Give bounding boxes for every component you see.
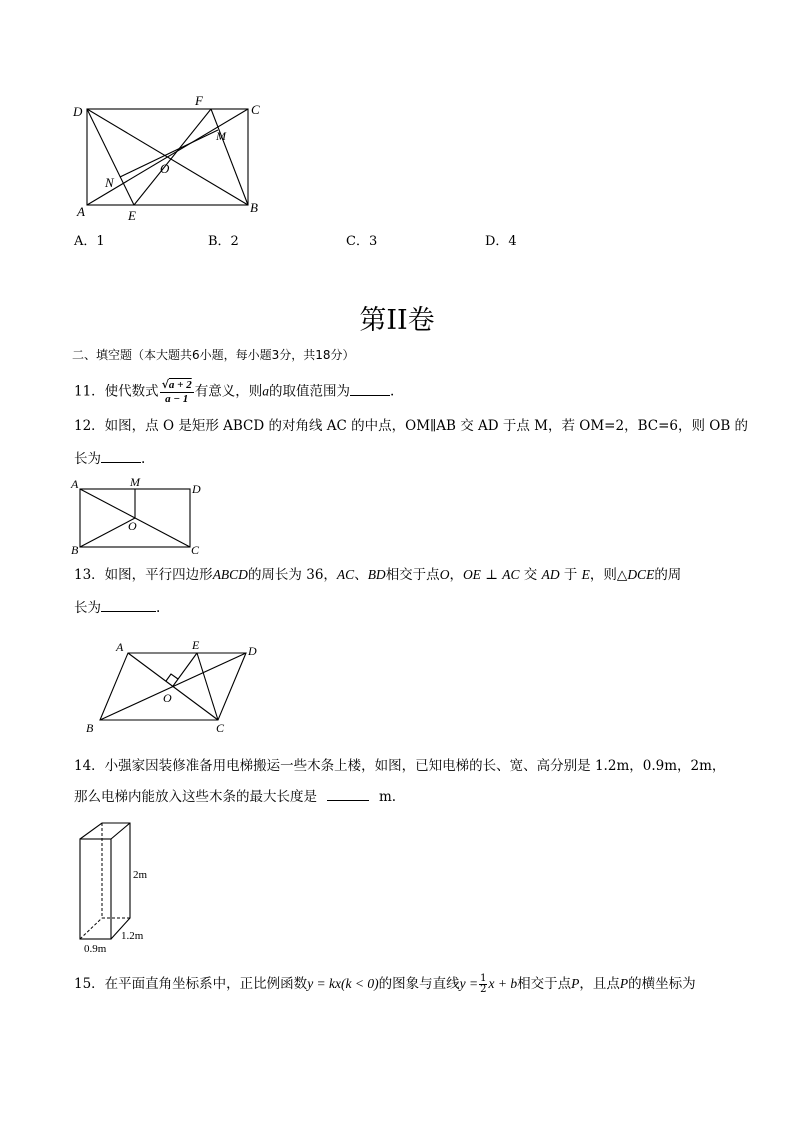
label-n: N bbox=[105, 175, 114, 190]
question-12-line2: 长为 . bbox=[74, 451, 146, 467]
question-13-line2: 长为 . bbox=[74, 600, 161, 616]
label-o: O bbox=[160, 161, 170, 176]
answer-blank-12[interactable] bbox=[101, 450, 141, 463]
answer-blank-11[interactable] bbox=[350, 383, 390, 396]
question-15-line1: 15．在平面直角坐标系中，正比例函数y = kx(k < 0)的图象与直线y = $\frac{1}{2}$ x + b相交于点P，且点P的横坐标为 bbox=[74, 973, 696, 995]
segment-ec-13 bbox=[197, 653, 218, 720]
label-width: 0.9m bbox=[84, 943, 107, 955]
option-d[interactable]: D．4 bbox=[485, 234, 517, 249]
question-14-line2: 那么电梯内能放入这些木条的最大长度是 m. bbox=[74, 789, 397, 805]
label-c-13: C bbox=[216, 721, 225, 735]
label-b-12: B bbox=[71, 543, 79, 557]
label-a-12: A bbox=[71, 477, 79, 491]
question-14-line1: 14．小强家因装修准备用电梯搬运一些木条上楼，如图，已知电梯的长、宽、高分别是 1.2m，0.9m，2m， bbox=[74, 758, 726, 774]
label-c: C bbox=[251, 102, 260, 117]
segment-fb bbox=[211, 109, 248, 205]
q12-figure bbox=[68, 474, 218, 558]
hidden-edge-diag bbox=[80, 918, 102, 939]
label-height: 2m bbox=[133, 869, 148, 881]
label-length: 1.2m bbox=[121, 930, 144, 942]
label-e-13: E bbox=[192, 638, 200, 652]
q13-figure bbox=[80, 636, 270, 740]
question-12-line1: 12．如图，点 O 是矩形 ABCD 的对角线 AC 的中点，OM∥AB 交 AD 于点 M，若 OM=2，BC=6，则 OB 的 bbox=[74, 418, 749, 434]
diagonal-bd-13 bbox=[100, 653, 246, 720]
q11-fraction: $\frac{√a + 2}{a - 1}$ bbox=[161, 378, 192, 405]
label-m: M bbox=[216, 129, 226, 143]
q10-figure bbox=[70, 92, 280, 226]
label-a-13: A bbox=[116, 640, 124, 654]
label-e: E bbox=[128, 208, 136, 223]
label-o-12: O bbox=[128, 519, 137, 533]
label-a: A bbox=[77, 204, 85, 219]
label-o-13: O bbox=[163, 691, 172, 705]
right-angle-mark bbox=[166, 674, 178, 681]
option-b[interactable]: B．2 bbox=[208, 234, 239, 249]
label-d-12: D bbox=[192, 482, 201, 496]
option-a[interactable]: A．1 bbox=[74, 234, 105, 249]
box-back-edges bbox=[80, 823, 130, 939]
label-b-13: B bbox=[86, 721, 94, 735]
section-heading: 二、填空题（本大题共6小题，每小题3分，共18分） bbox=[72, 348, 355, 362]
answer-blank-13[interactable] bbox=[101, 599, 156, 612]
q14-figure bbox=[70, 818, 170, 958]
question-13-line1: 13．如图，平行四边形ABCD的周长为 36，AC、BD相交于点O，OE ⊥ AC 交 AD 于 E，则△DCE的周 bbox=[74, 567, 682, 583]
q11-text: 11．使代数式 bbox=[74, 383, 159, 400]
label-b: B bbox=[250, 200, 258, 215]
label-d-13: D bbox=[248, 644, 257, 658]
option-c[interactable]: C．3 bbox=[346, 234, 378, 249]
q15-fraction-half: $\frac{1}{2}$ bbox=[480, 973, 487, 995]
label-c-12: C bbox=[191, 543, 200, 557]
part-title: 第II卷 bbox=[359, 305, 435, 336]
label-f: F bbox=[195, 93, 203, 108]
question-11: 11．使代数式 $\frac{√a + 2}{a - 1}$ 有意义，则a的取值范围为 . bbox=[74, 378, 395, 405]
answer-blank-14[interactable] bbox=[327, 788, 369, 801]
sqrt-icon: √ bbox=[161, 378, 169, 391]
segment-ef bbox=[134, 109, 211, 205]
label-m-12: M bbox=[130, 475, 140, 489]
segment-ob-12 bbox=[80, 518, 135, 547]
label-d: D bbox=[73, 104, 83, 119]
